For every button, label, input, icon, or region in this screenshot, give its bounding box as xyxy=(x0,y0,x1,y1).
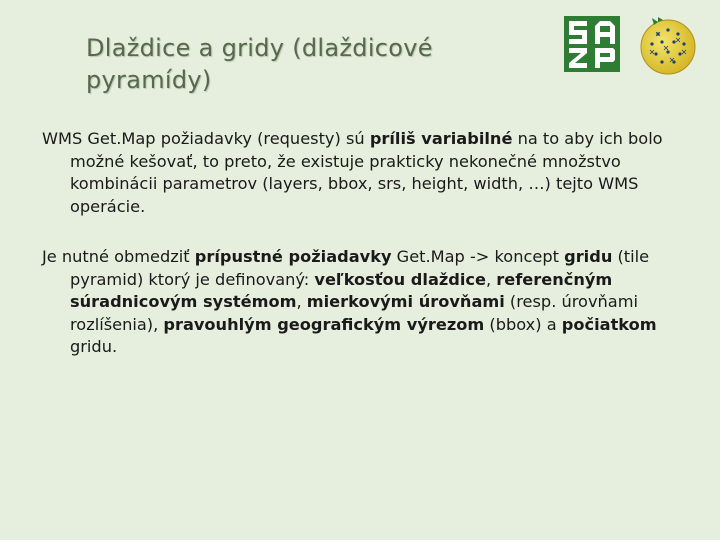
text-run: (bbox) a xyxy=(484,314,562,334)
bold-run: referenčným súradnicovým systémom xyxy=(70,269,613,311)
bold-run: pravouhlým geografickým výrezom xyxy=(163,314,485,334)
sazp-logo xyxy=(563,15,621,73)
bold-run: gridu xyxy=(564,247,613,266)
text-run: Je nutné obmedziť xyxy=(42,247,195,266)
bold-run: veľkosťou dlaždice xyxy=(314,269,486,289)
globe-logo xyxy=(636,12,700,76)
text-run: na to aby ich bolo možné kešovať, to preto, že existuje prakticky nekonečné množstvo kombinácii parametrov (layers, bbox, srs, height, width, …) tejto WMS operácie. xyxy=(70,129,663,216)
bold-run: počiatkom xyxy=(561,314,657,334)
paragraph-grid-concept xyxy=(42,246,692,359)
text-run: gridu. xyxy=(70,337,118,356)
text-run: , xyxy=(296,292,307,311)
bold-run: prípustné požiadavky xyxy=(194,247,392,266)
text-run: Get.Map -> koncept xyxy=(391,247,565,266)
slide-title: Dlaždice a gridy (dlaždicové pyramídy) xyxy=(86,34,433,94)
paragraph-wms-getmap xyxy=(42,128,692,218)
slide-body xyxy=(42,128,692,359)
text-run: WMS Get.Map požiadavky (requesty) sú xyxy=(42,129,370,148)
text-run: (resp. úrovňami rozlíšenia), xyxy=(70,292,638,334)
bold-run: mierkovými úrovňami xyxy=(306,292,505,311)
text-run: (tile pyramid) ktorý je definovaný: xyxy=(70,247,650,289)
bold-run: príliš variabilné xyxy=(369,129,513,148)
text-run: , xyxy=(486,269,497,289)
